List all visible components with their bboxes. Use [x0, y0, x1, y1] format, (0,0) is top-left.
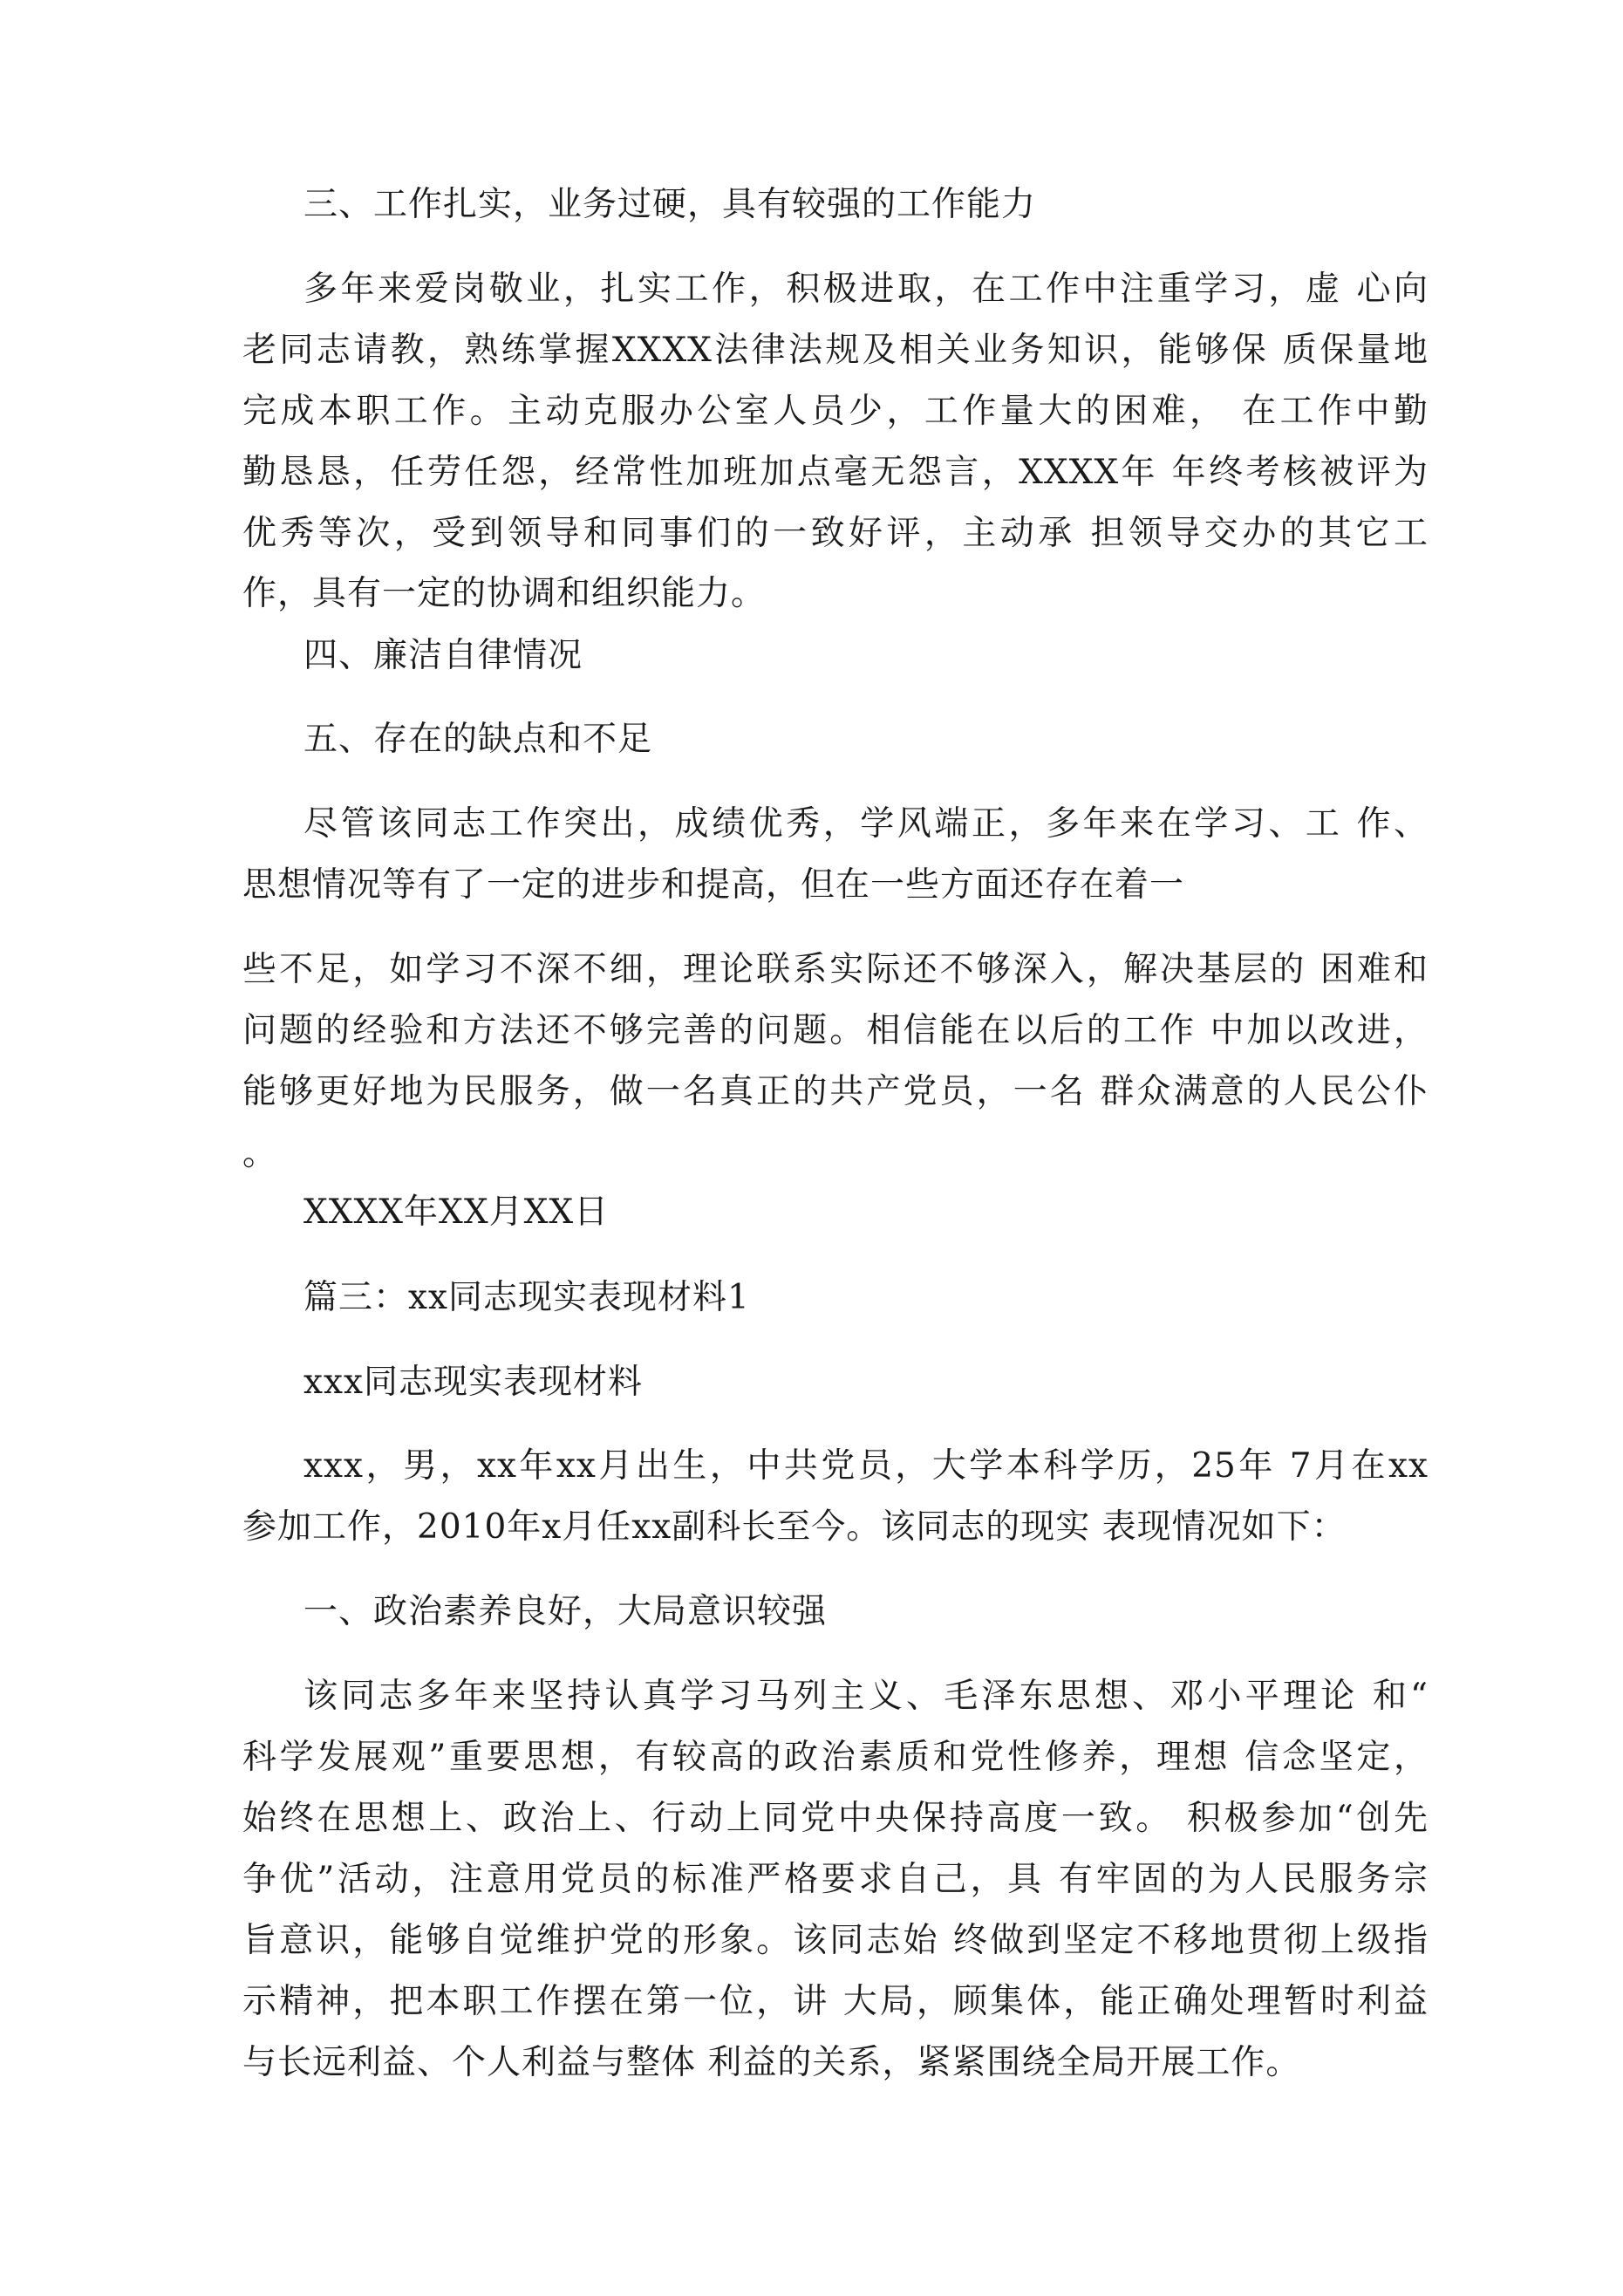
paragraph-line: 些不足，如学习不深不细，理论联系实际还不够深入，解决基层的 困难和 [242, 950, 1429, 989]
paragraph-line: 该同志多年来坚持认真学习马列主义、毛泽东思想、邓小平理论 和“ [303, 1677, 1429, 1716]
paragraph-line: 完成本职工作。主动克服办公室人员少，工作量大的困难， 在工作中勤 [242, 392, 1429, 431]
paragraph-line: 问题的经验和方法还不够完善的问题。相信能在以后的工作 中加以改进， [242, 1011, 1429, 1050]
paragraph-line: 作，具有一定的协调和组织能力。 [242, 574, 767, 613]
section-heading-4: 四、廉洁自律情况 [303, 636, 583, 675]
paragraph-line: 旨意识，能够自觉维护党的形象。该同志始 终做到坚定不移地贯彻上级指 [242, 1921, 1429, 1960]
paragraph-line: 。 [242, 1134, 278, 1173]
paragraph-line: 参加工作，2010年x月任xx副科长至今。该同志的现实 表现情况如下： [242, 1507, 1347, 1547]
section-heading-3: 三、工作扎实，业务过硬，具有较强的工作能力 [303, 185, 1037, 224]
paragraph-line: 思想情况等有了一定的进步和提高，但在一些方面还存在着一 [242, 865, 1185, 905]
paragraph-line: 勤恳恳，任劳任怨，经常性加班加点毫无怨言，XXXX年 年终考核被评为 [242, 453, 1429, 492]
paragraph-line: 示精神，把本职工作摆在第一位，讲 大局，顾集体，能正确处理暂时利益 [242, 1982, 1429, 2021]
paragraph-line: 与长远利益、个人利益与整体 利益的关系，紧紧围绕全局开展工作。 [242, 2043, 1301, 2082]
section-heading-1: 一、政治素养良好，大局意识较强 [303, 1592, 828, 1631]
paragraph-line: 科学发展观”重要思想，有较高的政治素质和党性修养，理想 信念坚定， [242, 1738, 1429, 1777]
paragraph-line: 多年来爱岗敬业，扎实工作，积极进取，在工作中注重学习，虚 心向 [303, 270, 1429, 309]
paragraph-line: 能够更好地为民服务，做一名真正的共产党员，一名 群众满意的人民公仆 [242, 1072, 1429, 1111]
chapter-title: 篇三：xx同志现实表现材料1 [303, 1278, 750, 1317]
section-heading-5: 五、存在的缺点和不足 [303, 720, 653, 759]
paragraph-line: 争优”活动，注意用党员的标准严格要求自己，具 有牢固的为人民服务宗 [242, 1860, 1429, 1899]
paragraph-line: 尽管该同志工作突出，成绩优秀，学风端正，多年来在学习、工 作、 [303, 804, 1429, 844]
paragraph-line: 始终在思想上、政治上、行动上同党中央保持高度一致。 积极参加“创先 [242, 1799, 1429, 1838]
date-line: XXXX年XX月XX日 [303, 1192, 610, 1232]
document-title: xxx同志现实表现材料 [303, 1363, 643, 1402]
paragraph-line: 老同志请教，熟练掌握XXXX法律法规及相关业务知识，能够保 质保量地 [242, 331, 1429, 370]
paragraph-line: xxx，男，xx年xx月出生，中共党员，大学本科学历，25年 7月在xx [303, 1446, 1429, 1486]
paragraph-line: 优秀等次，受到领导和同事们的一致好评，主动承 担领导交办的其它工 [242, 514, 1429, 553]
